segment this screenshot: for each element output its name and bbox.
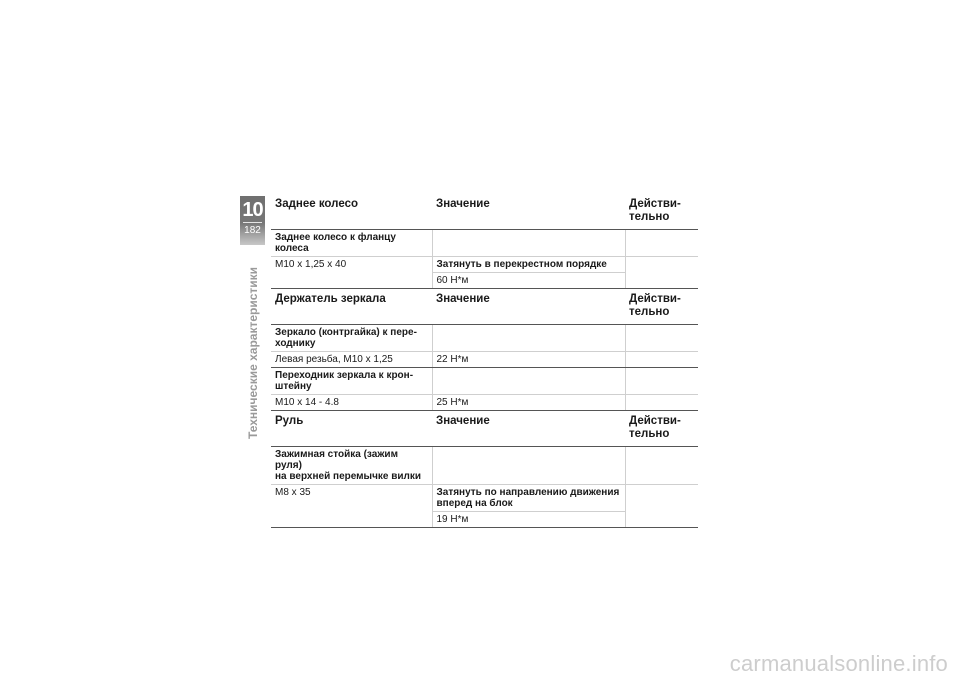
value-note: Затянуть в перекрестном порядке — [432, 257, 625, 273]
section-title: Руль — [271, 411, 432, 447]
item-spec: M8 x 35 — [271, 485, 432, 528]
table-row — [271, 368, 698, 395]
torque-value: 60 Н*м — [432, 273, 625, 289]
section-header-rear-wheel — [271, 196, 698, 230]
valid-cell — [625, 368, 698, 395]
section-header-handlebar — [271, 411, 698, 447]
value-cell — [432, 368, 625, 395]
chapter-divider — [243, 222, 262, 223]
table-row — [271, 230, 698, 257]
value-column-header: Значение — [432, 411, 625, 447]
torque-value: 19 Н*м — [432, 512, 625, 528]
section-title: Заднее колесо — [271, 196, 432, 230]
chapter-number: 10 — [242, 199, 263, 221]
valid-column-header: Действи- тельно — [625, 289, 698, 325]
table-row — [271, 352, 698, 368]
valid-cell — [625, 257, 698, 289]
valid-column-header: Действи- тельно — [625, 411, 698, 447]
value-column-header: Значение — [432, 196, 625, 230]
item-spec: M10 x 1,25 x 40 — [271, 257, 432, 289]
table-row — [271, 257, 698, 273]
table-row — [271, 325, 698, 352]
item-name: Зажимная стойка (зажим руля) на верхней перемычке вилки — [271, 447, 432, 485]
value-column-header: Значение — [432, 289, 625, 325]
chapter-title: Технические характеристики — [246, 266, 260, 439]
torque-value: 22 Н*м — [432, 352, 625, 368]
table-row — [271, 447, 698, 485]
chapter-tab — [240, 196, 265, 245]
watermark: carmanualsonline.info — [729, 651, 948, 676]
value-note: Затянуть по направлению движения вперед на блок — [432, 485, 625, 512]
valid-cell — [625, 485, 698, 528]
value-cell — [432, 230, 625, 257]
table-row — [271, 395, 698, 411]
valid-cell — [625, 447, 698, 485]
valid-cell — [625, 395, 698, 411]
item-spec: M10 x 14 - 4.8 — [271, 395, 432, 411]
torque-value: 25 Н*м — [432, 395, 625, 411]
valid-cell — [625, 230, 698, 257]
section-header-mirror-holder — [271, 289, 698, 325]
value-cell — [432, 325, 625, 352]
torque-spec-table — [271, 196, 698, 528]
item-name: Переходник зеркала к крон- штейну — [271, 368, 432, 395]
valid-cell — [625, 352, 698, 368]
item-spec: Левая резьба, M10 x 1,25 — [271, 352, 432, 368]
section-title: Держатель зеркала — [271, 289, 432, 325]
value-cell — [432, 447, 625, 485]
valid-column-header: Действи- тельно — [625, 196, 698, 230]
item-name: Зеркало (контргайка) к пере- ходнику — [271, 325, 432, 352]
table-row — [271, 485, 698, 512]
item-name: Заднее колесо к фланцу колеса — [271, 230, 432, 257]
valid-cell — [625, 325, 698, 352]
page-number: 182 — [244, 225, 261, 236]
